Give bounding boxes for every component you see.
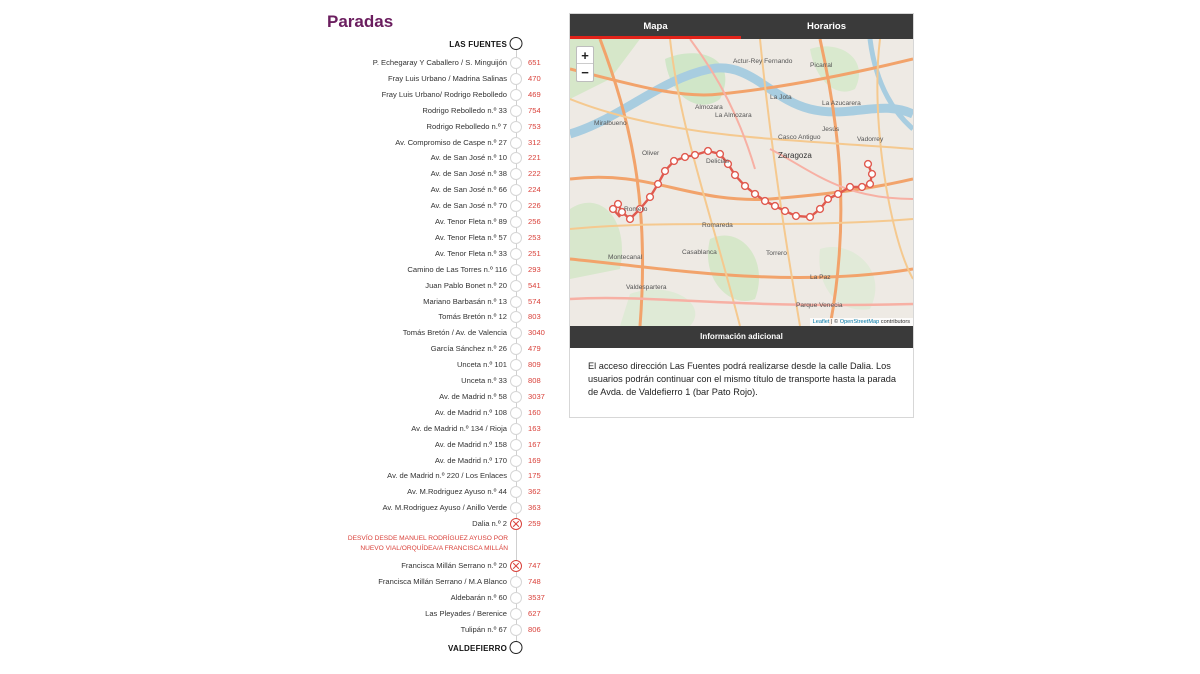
- stop-name: Camino de Las Torres n.º 116: [407, 264, 507, 274]
- stop-marker: [510, 502, 522, 514]
- map-label: Parque Venecia: [796, 302, 843, 309]
- paradas-title: Paradas: [327, 12, 394, 31]
- stop-code[interactable]: 469: [528, 89, 541, 99]
- zoom-out-button[interactable]: −: [581, 65, 589, 80]
- stop-code[interactable]: 747: [528, 561, 541, 570]
- stop-code[interactable]: 160: [528, 407, 541, 417]
- stop-row[interactable]: [0, 421, 560, 437]
- map-label: Actur-Rey Fernando: [733, 58, 793, 65]
- stop-row[interactable]: [0, 230, 560, 246]
- stop-code[interactable]: 3040: [528, 328, 545, 338]
- stop-code[interactable]: 224: [528, 185, 541, 195]
- stop-name: Las Pleyades / Berenice: [425, 608, 507, 618]
- map-label: La Jota: [770, 94, 792, 101]
- map-view[interactable]: [570, 39, 913, 326]
- stop-marker: [510, 423, 522, 435]
- stop-marker: [510, 327, 522, 339]
- zoom-control: [576, 46, 594, 82]
- map-label: Miralbueno: [594, 120, 627, 127]
- stop-code[interactable]: 293: [528, 264, 541, 274]
- stop-row[interactable]: [0, 294, 560, 310]
- stop-marker: [510, 280, 522, 292]
- stop-code[interactable]: 251: [528, 248, 541, 258]
- stop-name: Av. de San José n.º 66: [430, 185, 507, 195]
- info-header: Información adicional: [570, 326, 913, 348]
- stop-row[interactable]: [0, 389, 560, 405]
- stop-row[interactable]: [0, 500, 560, 516]
- stop-row[interactable]: [0, 87, 560, 103]
- terminal-start[interactable]: [200, 36, 525, 52]
- stop-code[interactable]: 748: [528, 576, 541, 586]
- stop-code[interactable]: 167: [528, 439, 541, 449]
- stop-marker: [510, 311, 522, 323]
- stop-row[interactable]: [0, 590, 560, 606]
- map-label: Valdespartera: [626, 284, 667, 291]
- stop-name: Francisca Millán Serrano / M.A Blanco: [378, 576, 507, 586]
- stop-marker: [510, 232, 522, 244]
- stop-marker: [510, 375, 522, 387]
- stop-row[interactable]: [0, 55, 560, 71]
- stop-code[interactable]: 806: [528, 624, 541, 634]
- stop-name: Tomás Bretón n.º 12: [438, 312, 507, 322]
- stop-code[interactable]: 163: [528, 423, 541, 433]
- stop-code[interactable]: 222: [528, 169, 541, 179]
- map-label: Romareda: [702, 222, 733, 229]
- stop-name: Mariano Barbasán n.º 13: [423, 296, 507, 306]
- stop-code[interactable]: 3537: [528, 592, 545, 602]
- info-text: El acceso dirección Las Fuentes podrá realizarse desde la calle Dalia. Los usuarios podrán continuar con el mismo título de transporte hasta la parada de Avda. de Valdefierro 1 (bar Pato Rojo).: [588, 361, 896, 397]
- stop-code[interactable]: 221: [528, 153, 541, 163]
- stop-row[interactable]: [0, 325, 560, 341]
- stop-marker: [510, 486, 522, 498]
- stop-code[interactable]: 226: [528, 201, 541, 211]
- map-label: Montecanal: [608, 254, 643, 261]
- stop-marker: [510, 73, 522, 85]
- map-attribution: [810, 318, 913, 326]
- map-label: La Azucarera: [822, 100, 861, 107]
- cancelled-stop-icon: [510, 518, 522, 530]
- map-label: Delicias: [706, 158, 730, 165]
- stop-name: Av. de Madrid n.º 220 / Los Enlaces: [387, 471, 507, 481]
- stop-row[interactable]: [0, 622, 560, 638]
- map-label: Oliver: [642, 150, 660, 157]
- stop-code[interactable]: 754: [528, 105, 541, 115]
- terminal-end-label: VALDEFIERRO: [448, 644, 507, 653]
- stop-code[interactable]: 753: [528, 121, 541, 131]
- stop-name: Unceta n.º 33: [461, 376, 507, 385]
- stop-marker: [510, 359, 522, 371]
- stop-row[interactable]: [0, 119, 560, 135]
- stop-name: Av. de San José n.º 10: [430, 153, 507, 163]
- stop-marker: [510, 455, 522, 467]
- detour-note: DESVÍO DESDE MANUEL RODRÍGUEZ AYUSO POR NUEVO VIAL/ORQUÍDEA/A FRANCISCA MILLÁN: [347, 535, 508, 552]
- map-label: Almozara: [695, 104, 723, 111]
- stop-marker: [510, 296, 522, 308]
- terminal-end-marker: [510, 641, 523, 654]
- attribution-sep: | ©: [829, 319, 840, 325]
- stop-name: Fray Luis Urbano / Madrina Salinas: [387, 73, 507, 83]
- stop-marker: [510, 57, 522, 69]
- tab-horarios[interactable]: Horarios: [806, 21, 847, 32]
- stop-row[interactable]: [0, 278, 560, 294]
- map-panel: [569, 13, 914, 418]
- stop-code[interactable]: 312: [528, 137, 541, 147]
- stop-code[interactable]: 362: [528, 487, 541, 497]
- stop-row[interactable]: [0, 166, 560, 182]
- stop-marker: [510, 168, 522, 180]
- stop-code[interactable]: 253: [528, 232, 541, 242]
- stop-code[interactable]: 175: [528, 471, 541, 481]
- stop-row[interactable]: [0, 453, 560, 469]
- map-label: Picarral: [810, 62, 833, 69]
- stop-code[interactable]: 256: [528, 217, 541, 226]
- stop-name: Aldebarán n.º 60: [450, 592, 507, 602]
- stop-row[interactable]: [0, 150, 560, 166]
- stop-marker: [510, 264, 522, 276]
- stop-name: Av. de Madrid n.º 108: [434, 407, 507, 417]
- stop-name: Dalia n.º 2: [472, 519, 507, 529]
- stop-row[interactable]: [0, 214, 560, 230]
- stop-row[interactable]: [0, 246, 560, 262]
- stop-row[interactable]: [0, 405, 560, 421]
- terminal-start-marker: [510, 37, 523, 50]
- stop-marker: [510, 200, 522, 212]
- stop-code[interactable]: 479: [528, 344, 541, 354]
- stop-row[interactable]: [0, 309, 560, 325]
- stop-name: Av. Tenor Fleta n.º 33: [434, 248, 507, 258]
- stop-name: Av. de Madrid n.º 170: [434, 455, 507, 465]
- stop-name: Av. de Madrid n.º 58: [439, 391, 507, 401]
- stop-marker: [510, 121, 522, 133]
- stop-row[interactable]: [0, 182, 560, 198]
- map-label: Romero: [624, 206, 648, 213]
- stop-marker: [510, 343, 522, 355]
- map-label: La Almozara: [715, 112, 752, 119]
- stop-code[interactable]: 3037: [528, 391, 545, 401]
- stop-code[interactable]: 470: [528, 73, 541, 83]
- stop-marker: [510, 184, 522, 196]
- stop-name: Av. de San José n.º 70: [430, 201, 507, 211]
- stop-row[interactable]: [0, 516, 560, 532]
- stop-marker: [510, 391, 522, 403]
- stop-marker: [510, 592, 522, 604]
- stop-row[interactable]: [0, 558, 560, 574]
- stop-name: Rodrigo Rebolledo n.º 7: [426, 121, 507, 131]
- stop-row[interactable]: [0, 606, 560, 622]
- stop-marker: [510, 576, 522, 588]
- stop-row[interactable]: [0, 341, 560, 357]
- stop-code[interactable]: 803: [528, 312, 541, 322]
- stop-name: Av. de San José n.º 38: [430, 169, 507, 179]
- stop-row[interactable]: [0, 103, 560, 119]
- stop-name: Francisca Millán Serrano n.º 20: [401, 561, 507, 570]
- terminal-end[interactable]: [200, 640, 525, 656]
- stop-code[interactable]: 574: [528, 296, 541, 306]
- map-canvas[interactable]: [570, 39, 913, 326]
- map-label: Casco Antiguo: [778, 134, 821, 141]
- stop-name: Av. de Madrid n.º 134 / Rioja: [411, 423, 507, 433]
- stop-marker: [510, 248, 522, 260]
- stop-row[interactable]: [0, 437, 560, 453]
- tab-mapa[interactable]: Mapa: [570, 14, 741, 39]
- stop-row[interactable]: [0, 71, 560, 87]
- stop-marker: [510, 137, 522, 149]
- stop-name: Tomás Bretón / Av. de Valencia: [402, 328, 507, 338]
- stop-row[interactable]: [0, 262, 560, 278]
- stop-name: Juan Pablo Bonet n.º 20: [425, 280, 507, 290]
- stop-marker: [510, 439, 522, 451]
- stop-code[interactable]: 651: [528, 58, 541, 67]
- stop-name: Av. Tenor Fleta n.º 89: [434, 217, 507, 226]
- cancelled-stop-icon: [510, 560, 522, 572]
- stop-code[interactable]: 259: [528, 519, 541, 529]
- stop-code[interactable]: 627: [528, 608, 541, 618]
- stop-marker: [510, 608, 522, 620]
- stop-marker: [510, 470, 522, 482]
- zoom-in-button[interactable]: +: [577, 47, 593, 64]
- stop-code[interactable]: 541: [528, 280, 541, 290]
- stop-name: Rodrigo Rebolledo n.º 33: [422, 105, 507, 115]
- leaflet-link[interactable]: Leaflet: [812, 319, 830, 325]
- stop-marker: [510, 152, 522, 164]
- map-label: Torrero: [766, 250, 787, 257]
- stop-row[interactable]: [0, 484, 560, 500]
- stop-name: P. Echegaray Y Caballero / S. Minguijón: [372, 58, 507, 67]
- stop-name: Av. Tenor Fleta n.º 57: [434, 232, 507, 242]
- stop-name: Av. M.Rodriguez Ayuso n.º 44: [407, 487, 507, 497]
- map-label: Vadorrey: [857, 136, 884, 143]
- stop-name: Av. Compromiso de Caspe n.º 27: [395, 137, 507, 147]
- stop-marker: [510, 105, 522, 117]
- stop-name: Av. M.Rodriguez Ayuso / Anillo Verde: [382, 503, 507, 513]
- stop-code[interactable]: 809: [528, 360, 541, 370]
- stop-name: Unceta n.º 101: [456, 360, 507, 370]
- stop-row[interactable]: [0, 468, 560, 484]
- stop-row[interactable]: [0, 574, 560, 590]
- map-label: Jesús: [822, 126, 840, 133]
- stop-name: García Sánchez n.º 26: [430, 344, 507, 354]
- map-label: La Paz: [810, 274, 831, 281]
- stop-name: Fray Luis Urbano/ Rodrigo Rebolledo: [381, 89, 507, 99]
- stop-row[interactable]: [0, 198, 560, 214]
- stop-marker: [510, 407, 522, 419]
- stop-code[interactable]: 363: [528, 503, 541, 513]
- map-label: Casablanca: [682, 249, 717, 256]
- stop-row[interactable]: [0, 135, 560, 151]
- stop-row[interactable]: [0, 373, 560, 389]
- stop-name: Av. de Madrid n.º 158: [434, 439, 507, 449]
- stop-marker: [510, 89, 522, 101]
- stop-marker: [510, 216, 522, 228]
- stop-name: Tulipán n.º 67: [460, 624, 507, 634]
- stop-code[interactable]: 808: [528, 376, 541, 385]
- osm-link[interactable]: OpenStreetMap: [839, 319, 880, 325]
- stop-marker: [510, 624, 522, 636]
- attribution-suffix: contributors: [879, 319, 910, 325]
- stop-row[interactable]: [0, 357, 560, 373]
- tab-bar: [570, 14, 913, 39]
- terminal-start-label: LAS FUENTES: [449, 40, 507, 49]
- stop-code[interactable]: 169: [528, 455, 541, 465]
- map-label: Zaragoza: [778, 151, 812, 160]
